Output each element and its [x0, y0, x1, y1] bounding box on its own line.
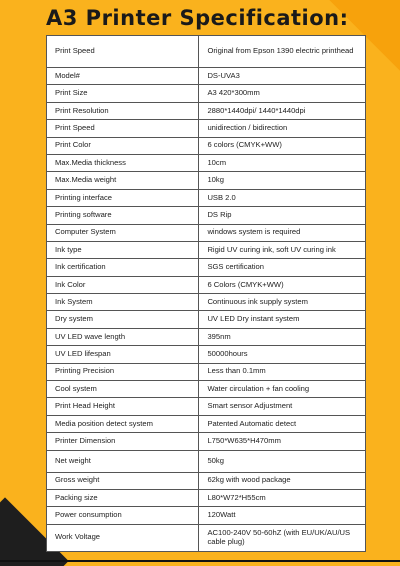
table-row [47, 36, 366, 68]
spec-value: Original from Epson 1390 electric printhead [199, 36, 366, 68]
spec-label: Print Size [47, 85, 199, 102]
spec-value: Water circulation + fan cooling [199, 381, 366, 398]
spec-value: 395nm [199, 328, 366, 345]
spec-label: UV LED lifespan [47, 346, 199, 363]
table-row [47, 207, 366, 224]
bottom-divider [0, 560, 400, 562]
table-row [47, 398, 366, 415]
table-row [47, 294, 366, 311]
spec-value: 10cm [199, 154, 366, 171]
spec-label: UV LED wave length [47, 328, 199, 345]
table-row [47, 85, 366, 102]
spec-label: Net weight [47, 450, 199, 472]
spec-value: UV LED Dry instant system [199, 311, 366, 328]
spec-value: DS Rip [199, 207, 366, 224]
table-row [47, 328, 366, 345]
spec-label: Work Voltage [47, 524, 199, 551]
spec-value: Rigid UV curing ink, soft UV curing ink [199, 241, 366, 258]
table-row [47, 507, 366, 524]
spec-value: 6 colors (CMYK+WW) [199, 137, 366, 154]
spec-value: L80*W72*H55cm [199, 489, 366, 506]
spec-label: Print Resolution [47, 102, 199, 119]
table-row [47, 120, 366, 137]
table-row [47, 433, 366, 450]
spec-value: 6 Colors (CMYK+WW) [199, 276, 366, 293]
spec-value: unidirection / bidirection [199, 120, 366, 137]
spec-value: 50000hours [199, 346, 366, 363]
spec-label: Ink type [47, 241, 199, 258]
table-row [47, 381, 366, 398]
table-row [47, 172, 366, 189]
table-row [47, 276, 366, 293]
table-row [47, 154, 366, 171]
table-row [47, 450, 366, 472]
spec-label: Ink System [47, 294, 199, 311]
spec-label: Max.Media weight [47, 172, 199, 189]
spec-label: Print Head Height [47, 398, 199, 415]
spec-value: AC100-240V 50-60hZ (with EU/UK/AU/US cable plug) [199, 524, 366, 551]
table-row [47, 241, 366, 258]
spec-value: SGS certification [199, 259, 366, 276]
spec-label: Cool system [47, 381, 199, 398]
spec-value: DS-UVA3 [199, 68, 366, 85]
spec-label: Print Speed [47, 120, 199, 137]
table-row [47, 524, 366, 551]
spec-label: Print Color [47, 137, 199, 154]
spec-label: Printing Precision [47, 363, 199, 380]
spec-value: Less than 0.1mm [199, 363, 366, 380]
table-row [47, 311, 366, 328]
spec-label: Model# [47, 68, 199, 85]
spec-table [46, 35, 366, 552]
spec-value: USB 2.0 [199, 189, 366, 206]
spec-label: Gross weight [47, 472, 199, 489]
table-row [47, 137, 366, 154]
table-row [47, 259, 366, 276]
spec-value: windows system is required [199, 224, 366, 241]
spec-label: Media position detect system [47, 415, 199, 432]
spec-value: Continuous ink supply system [199, 294, 366, 311]
spec-value: L750*W635*H470mm [199, 433, 366, 450]
spec-value: 120Watt [199, 507, 366, 524]
spec-value: 62kg with wood package [199, 472, 366, 489]
spec-label: Dry system [47, 311, 199, 328]
spec-label: Computer System [47, 224, 199, 241]
spec-label: Power consumption [47, 507, 199, 524]
table-row [47, 363, 366, 380]
spec-label: Ink Color [47, 276, 199, 293]
table-row [47, 472, 366, 489]
spec-label: Print Speed [47, 36, 199, 68]
table-row [47, 189, 366, 206]
table-row [47, 489, 366, 506]
spec-value: 2880*1440dpi/ 1440*1440dpi [199, 102, 366, 119]
spec-value: 50kg [199, 450, 366, 472]
spec-value: 10kg [199, 172, 366, 189]
page-title: A3 Printer Specification: [46, 6, 349, 30]
table-row [47, 68, 366, 85]
table-row [47, 415, 366, 432]
spec-value: Smart sensor Adjustment [199, 398, 366, 415]
spec-value: A3 420*300mm [199, 85, 366, 102]
table-row [47, 102, 366, 119]
spec-label: Printing software [47, 207, 199, 224]
spec-label: Max.Media thickness [47, 154, 199, 171]
table-row [47, 224, 366, 241]
spec-label: Packing size [47, 489, 199, 506]
spec-value: Patented Automatic detect [199, 415, 366, 432]
spec-label: Printer Dimension [47, 433, 199, 450]
spec-label: Ink certification [47, 259, 199, 276]
spec-label: Printing interface [47, 189, 199, 206]
table-row [47, 346, 366, 363]
